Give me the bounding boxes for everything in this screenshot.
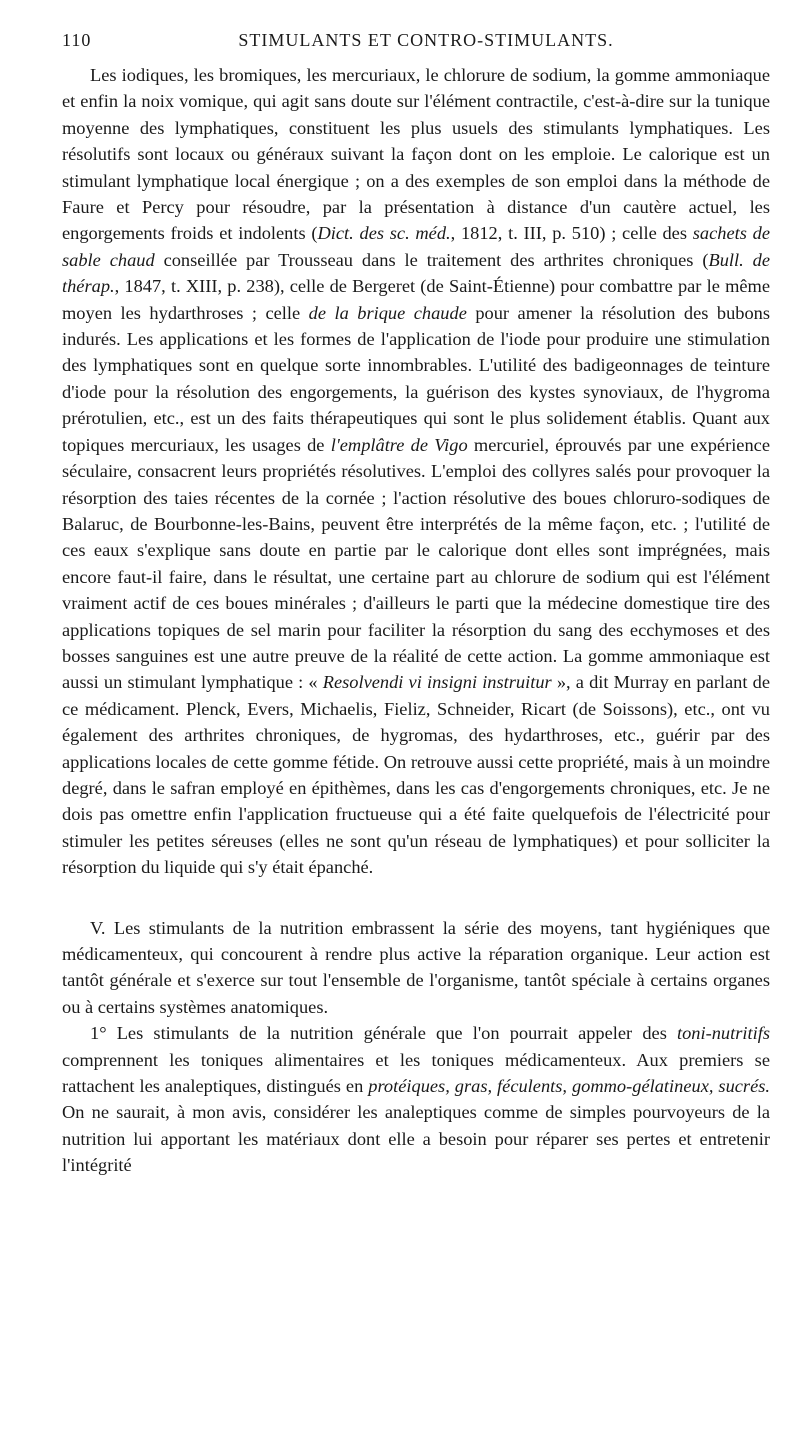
text-run: , 1847, t. XIII, p. 238), celle de Bergeret (de Saint-Étienne) pour combattre par le même moyen les hydarthroses ; celle xyxy=(62,276,770,323)
paragraph-section-v: V. Les stimulants de la nutrition embrassent la série des moyens, tant hygiéniques que médicamenteux, qui concourent à rendre plus active la réparation organique. Leur action est tantôt générale et s'exerce sur tout l'ensemble de l'organisme, tantôt spéciale à certains organes ou à certains systèmes anatomiques. xyxy=(62,917,770,1017)
text-run: Les iodiques, les bromiques, les mercuriaux, le chlorure de sodium, la gomme ammoniaque et enfin la noix vomique, qui agit sans doute sur l'élément contractile, c'est-à-dire sur la tunique moyenne des lymphatiques, constituent les plus usuels des stimulants lymphatiques. Les résolutifs sont locaux ou généraux suivant la façon dont on les emploie. Le calorique est un stimulant lymphatique local énergique ; on a des exemples de son emploi dans la méthode de Faure et Percy pour résoudre, par la présentation à distance d'un cautère actuel, les engorgements froids et indolents ( xyxy=(62,65,770,244)
text-run: , 1812, t. III, p. 510) ; celle des xyxy=(450,223,693,244)
italic-term: sachets de sable chaud xyxy=(62,223,770,270)
page-number: 110 xyxy=(62,30,92,50)
body-text xyxy=(62,62,770,1179)
text-run: pour amener la résolution des bubons indurés. Les applications et les formes de l'application de l'iode pour produire une stimulation des lymphatiques sont en quelque sorte innombrables. L'utilité des badigeonnages de teinture d'iode pour la résolution des engorgements, la guérison des kystes synoviaux, de l'hygroma prérotulien, etc., est un des faits thérapeutiques qui sont le plus solidement établis. Quant aux topiques mercuriaux, les usages de xyxy=(62,302,771,455)
italic-citation: Bull. de thérap. xyxy=(62,249,770,297)
text-run: On ne saurait, à mon avis, considérer les analeptiques comme de simples pourvoyeurs de la nutrition lui apportant les matériaux dont elle a besoin pour réparer ses pertes et entretenir l'intégrité xyxy=(62,1102,770,1176)
italic-term: l'emplâtre de Vigo xyxy=(330,434,468,455)
running-head xyxy=(62,30,770,54)
text-run: », a dit Murray en parlant de ce médicament. Plenck, Evers, Michaelis, Fieliz, Schneider, Ricart (de Soissons), etc., ont vu également des arthrites chroniques, de hygromas, des hydarthroses, etc., guérir par des applications locales de cette gomme fétide. On retrouve aussi cette propriété, mais à un moindre degré, dans le safran employé en épithèmes, dans les cas d'engorgements chroniques, etc. Je ne dois pas omettre enfin l'application fructueuse qui a été faite quelquefois de l'électricité pour stimuler les petites séreuses (elles ne sont qu'un réseau de lymphatiques) et pour solliciter la résorption du liquide qui s'y était épanché. xyxy=(62,672,770,878)
text-run: conseillée par Trousseau dans le traitement des arthrites chroniques ( xyxy=(154,249,709,270)
paragraph-toni-nutritifs xyxy=(62,1020,770,1178)
text-run: 1° Les stimulants de la nutrition générale que l'on pourrait appeler des xyxy=(90,1023,677,1044)
running-title: STIMULANTS ET CONTRO-STIMULANTS. xyxy=(238,30,614,50)
text-run: comprennent les toniques alimentaires et les toniques médicamenteux. Aux premiers se rattachent les analeptiques, distingués en xyxy=(62,1049,770,1097)
italic-term: de la brique chaude xyxy=(308,302,467,323)
italic-quote: Resolvendi vi insigni instruitur xyxy=(322,672,552,693)
paragraph-iodiques xyxy=(62,62,770,881)
italic-citation: Dict. des sc. méd. xyxy=(317,223,451,244)
text-run: mercuriel, éprouvés par une expérience séculaire, consacrent leurs propriétés résolutives. L'emploi des collyres salés pour provoquer la résorption des taies récentes de la cornée ; l'action résolutive des boues chloruro-sodiques de Balaruc, de Bourbonne-les-Bains, peuvent être interprétés de la même façon, etc. ; l'utilité de ces eaux s'explique sans doute en partie par le calorique dont elles sont imprégnées, mais encore faut-il faire, dans le résultat, une certaine part au chlorure de sodium qui est l'élément vraiment actif de ces boues minérales ; d'ailleurs le parti que la médecine domestique tire des applications topiques de sel marin pour faciliter la résorption du sang des ecchymoses et des bosses sanguines est une autre preuve de la réalité de cette action. La gomme ammoniaque est aussi un stimulant lymphatique : « xyxy=(62,434,770,693)
italic-term: toni-nutritifs xyxy=(677,1023,770,1044)
italic-term: protéiques, gras, féculents, gommo-gélatineux, sucrés. xyxy=(368,1076,771,1097)
